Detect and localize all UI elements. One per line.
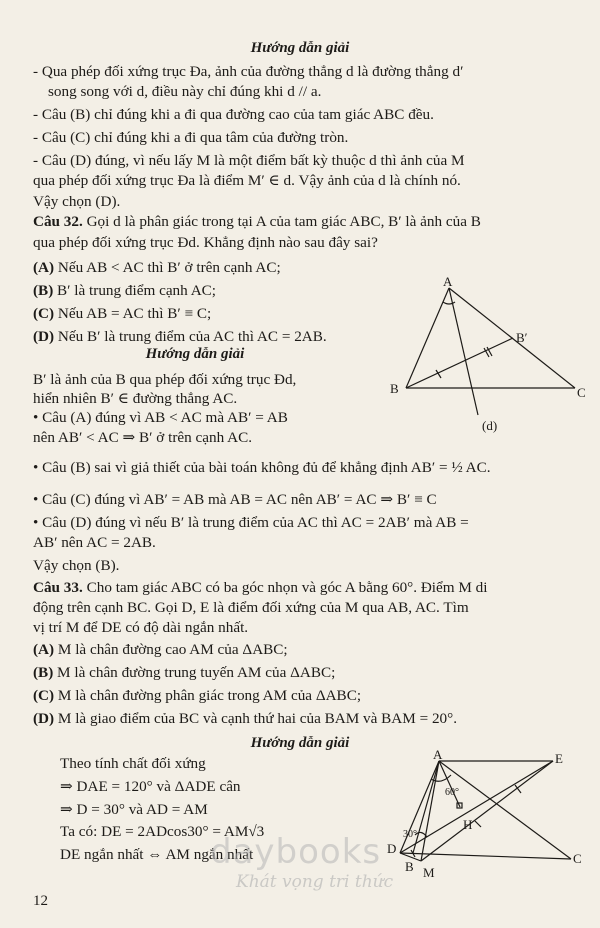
label-C: C <box>577 385 586 400</box>
label-B: B <box>390 381 399 396</box>
solution-line: DE ngắn nhất ⇔ AM ngắn nhất <box>60 846 254 863</box>
solution-heading-33: Hướng dẫn giải <box>250 735 350 751</box>
option-key: (C) <box>33 687 55 704</box>
page-number: 12 <box>33 893 48 909</box>
solution-line: song song với d, điều này chỉ đúng khi d // a. <box>48 83 322 100</box>
option-key: (C) <box>33 305 55 322</box>
label-angle: 60° <box>445 787 459 798</box>
question-text: qua phép đối xứng trục Đd. Khẳng định nào sau đây sai? <box>33 234 378 251</box>
question-32-stem <box>33 212 580 232</box>
solution-line: Theo tính chất đối xứng <box>60 755 206 772</box>
triangle-figure-32 <box>380 270 595 440</box>
triangle-figure-33 <box>375 745 595 880</box>
solution-line: B′ là ảnh của B qua phép đối xứng trục Đd, <box>33 371 297 388</box>
solution-line: Ta có: DE = 2ADcos30° = AM√3 <box>60 823 265 840</box>
solution-line: - Câu (D) đúng, vì nếu lấy M là một điểm bất kỳ thuộc d thì ảnh của M <box>33 152 465 169</box>
solution-line: ⇒ D = 30° và AD = AM <box>60 801 208 818</box>
option-text: M là chân đường cao AM của ΔABC; <box>57 641 288 658</box>
solution-line: - Câu (B) chỉ đúng khi a đi qua đường cao của tam giác ABC đều. <box>33 106 434 123</box>
option-text: Nếu B′ là trung điểm của AC thì AC = 2AB. <box>57 328 327 345</box>
option-b <box>33 663 580 683</box>
option-a <box>33 640 580 660</box>
question-label: Câu 32. <box>33 213 83 230</box>
solution-line: nên AB′ < AC ⇒ B′ ở trên cạnh AC. <box>33 429 253 446</box>
watermark-slogan: Khát vọng tri thức <box>236 872 394 892</box>
option-text: B′ là trung điểm cạnh AC; <box>57 282 217 299</box>
solution-line: Vậy chọn (B). <box>33 557 120 574</box>
label-C: C <box>573 851 582 866</box>
question-text: Cho tam giác ABC có ba góc nhọn và góc A bằng 60°. Điểm M di <box>86 579 488 596</box>
watermark-logo: daybooks <box>210 832 382 872</box>
label-A: A <box>443 274 453 289</box>
question-33-stem <box>33 578 580 598</box>
solution-line: Vậy chọn (D). <box>33 193 121 210</box>
label-Bp: B′ <box>516 330 528 345</box>
solution-heading-1: Hướng dẫn giải <box>250 40 350 56</box>
option-text: M là chân đường trung tuyến AM của ΔABC; <box>57 664 336 681</box>
option-text: M là chân đường phân giác trong AM của ΔABC; <box>57 687 362 704</box>
label-E: E <box>555 751 563 766</box>
label-d: (d) <box>482 418 498 433</box>
option-key: (A) <box>33 641 55 658</box>
question-text: động trên cạnh BC. Gọi D, E là điểm đối xứng của M qua AB, AC. Tìm <box>33 599 469 616</box>
solution-line: hiển nhiên B′ ∈ đường thẳng AC. <box>33 390 238 407</box>
option-text: M là giao điểm của BC và cạnh thứ hai của BAM và BAM = 20°. <box>57 710 458 727</box>
option-key: (D) <box>33 710 55 727</box>
solution-line: • Câu (A) đúng vì AB < AC mà AB′ = AB <box>33 409 288 426</box>
option-c <box>33 686 580 706</box>
label-B: B <box>405 859 414 874</box>
solution-heading-32: Hướng dẫn giải <box>145 346 245 362</box>
solution-line: • Câu (C) đúng vì AB′ = AB mà AB = AC nên AB′ = AC ⇒ B′ ≡ C <box>33 491 437 508</box>
option-key: (B) <box>33 664 54 681</box>
option-text: Nếu AB < AC thì B′ ở trên cạnh AC; <box>57 259 281 276</box>
solution-line: qua phép đối xứng trục Đa là điểm M′ ∈ d. Vậy ảnh của d là chính nó. <box>33 172 461 189</box>
question-label: Câu 33. <box>33 579 83 596</box>
solution-line: - Câu (C) chỉ đúng khi a đi qua tâm của đường tròn. <box>33 129 349 146</box>
label-M: M <box>423 865 435 880</box>
option-d <box>33 709 580 729</box>
question-text: Gọi d là phân giác trong tại A của tam giác ABC, B′ là ảnh của B <box>86 213 481 230</box>
label-D: D <box>387 841 397 856</box>
solution-line: - Qua phép đối xứng trục Đa, ảnh của đường thẳng d là đường thẳng d′ <box>33 63 464 80</box>
question-text: vị trí M để DE có độ dài ngắn nhất. <box>33 619 249 636</box>
solution-line: • Câu (B) sai vì giả thiết của bài toán không đủ để khẳng định AB′ = ½ AC. <box>33 459 491 476</box>
label-A: A <box>433 747 443 762</box>
solution-line: AB′ nên AC = 2AB. <box>33 534 156 551</box>
solution-line: • Câu (D) đúng vì nếu B′ là trung điểm của AC thì AC = 2AB′ mà AB = <box>33 514 469 531</box>
option-text: Nếu AB = AC thì B′ ≡ C; <box>57 305 212 322</box>
option-key: (A) <box>33 259 55 276</box>
solution-line: ⇒ DAE = 120° và ΔADE cân <box>60 778 241 795</box>
option-key: (B) <box>33 282 54 299</box>
option-key: (D) <box>33 328 55 345</box>
label-angle2: 30° <box>403 829 417 840</box>
label-H: H <box>463 817 473 832</box>
